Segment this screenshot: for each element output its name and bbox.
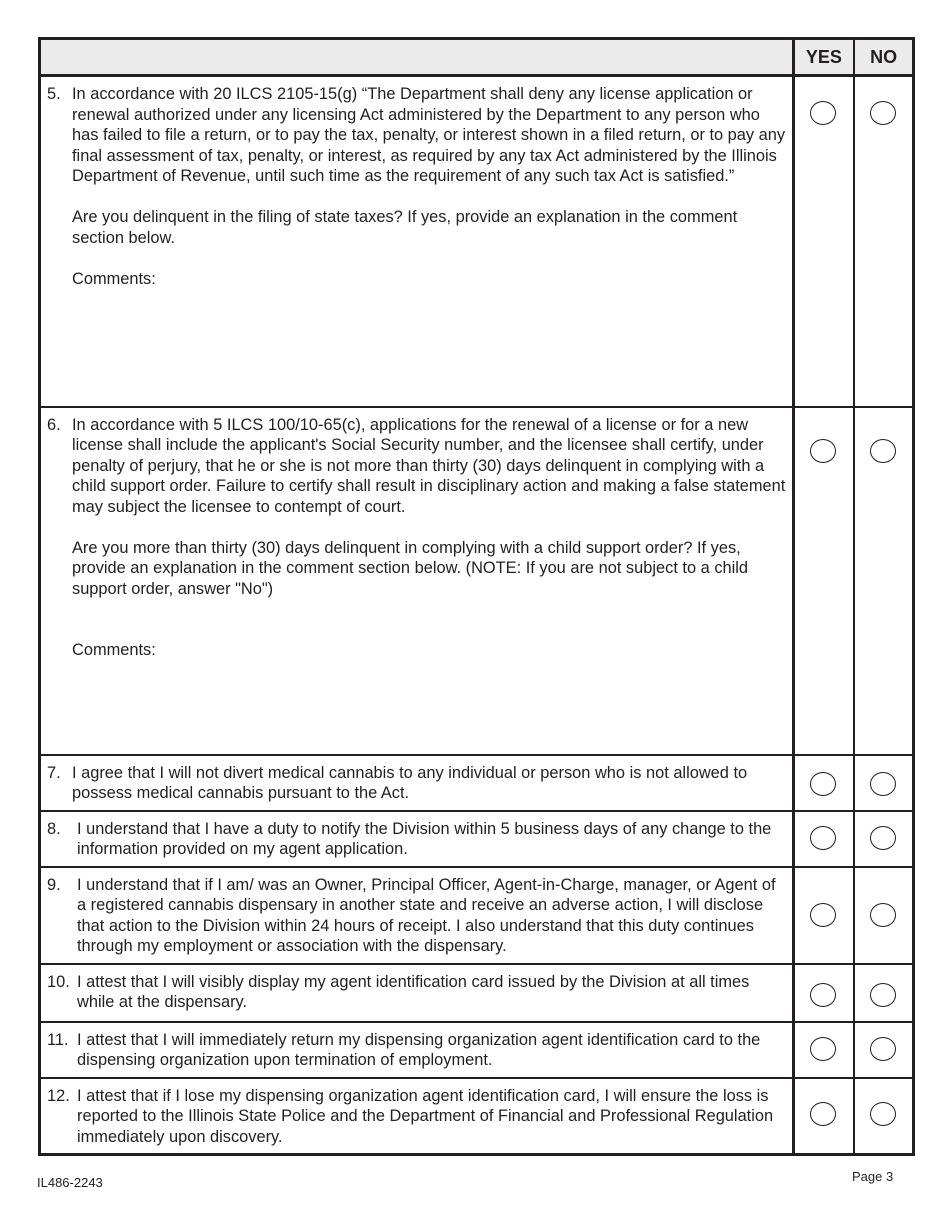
question-number: 7. (47, 763, 61, 782)
no-radio-11[interactable] (870, 1037, 896, 1061)
header-row (40, 39, 914, 76)
no-radio-10[interactable] (870, 983, 896, 1007)
comments-label: Comments: (72, 269, 156, 288)
no-radio-8[interactable] (870, 826, 896, 850)
no-radio-5[interactable] (870, 101, 896, 125)
yes-radio-12[interactable] (810, 1102, 836, 1126)
question-8-text: I understand that I have a duty to notify the Division within 5 business days of any change to the information provided on my agent application. (77, 819, 772, 858)
yes-radio-7[interactable] (810, 772, 836, 796)
no-radio-7[interactable] (870, 772, 896, 796)
question-number: 11. (47, 1030, 69, 1049)
question-6-prompt: Are you more than thirty (30) days delinquent in complying with a child support order? If yes, provide an explanation in the comment section below. (NOTE: If you are not subject to a child support order, answer "No") (72, 538, 749, 598)
header-no: NO (854, 39, 913, 76)
question-number: 9. (47, 875, 61, 894)
no-radio-9[interactable] (870, 903, 896, 927)
page-number: Page 3 (852, 1169, 894, 1184)
yes-radio-10[interactable] (810, 983, 836, 1007)
yes-radio-6[interactable] (810, 439, 836, 463)
header-yes: YES (793, 39, 854, 76)
question-6-statute: In accordance with 5 ILCS 100/10-65(c), applications for the renewal of a license or for a new license shall include the applicant's Social Security number, and the licensee shall certify, under penalty of perjury, that he or she is not more than thirty (30) days delinquent in complying with a child support order. Failure to certify shall result in disciplinary action and making a false statement may subject the licensee to contempt of court. (72, 415, 786, 516)
yes-radio-9[interactable] (810, 903, 836, 927)
question-11-text: I attest that I will immediately return my dispensing organization agent identification card to the dispensing organization upon termination of employment. (77, 1030, 761, 1069)
question-number: 12. (47, 1086, 70, 1105)
question-5-prompt: Are you delinquent in the filing of state taxes? If yes, provide an explanation in the comment section below. (72, 208, 738, 247)
question-row-10 (40, 964, 914, 1022)
question-row-6 (40, 407, 914, 755)
question-5-statute: In accordance with 20 ILCS 2105-15(g) “The Department shall deny any license application or renewal authorized under any licensing Act administered by the Department to any person who has failed to file a return, or to pay the tax, penalty, or interest shown in a filed return, or to pay any final assessment of tax, penalty, or interest, as required by any tax Act administered by the Illinois Department of Revenue, until such time as the requirement of any such tax Act is satisfied.” (72, 85, 786, 185)
question-row-5 (40, 76, 914, 407)
question-row-12 (40, 1078, 914, 1155)
question-row-11 (40, 1022, 914, 1078)
question-number: 6. (47, 415, 61, 434)
question-row-9 (40, 867, 914, 964)
question-7-text: I agree that I will not divert medical cannabis to any individual or person who is not allowed to possess medical cannabis pursuant to the Act. (72, 763, 748, 802)
question-number: 8. (47, 819, 61, 838)
comments-label: Comments: (72, 641, 156, 659)
no-radio-12[interactable] (870, 1102, 896, 1126)
question-12-text: I attest that if I lose my dispensing organization agent identification card, I will ensure the loss is reported to the Illinois State Police and the Department of Financial and Professional Regulation immediately upon discovery. (77, 1086, 774, 1146)
no-radio-6[interactable] (870, 439, 896, 463)
question-number: 5. (47, 85, 61, 103)
form-id: IL486-2243 (37, 1175, 103, 1190)
question-row-8 (40, 811, 914, 867)
question-9-text: I understand that if I am/ was an Owner, Principal Officer, Agent-in-Charge, manager, or Agent of a registered cannabis dispensary in another state and receive an adverse action, I will disclose that action to the Division within 24 hours of receipt. I also understand that this duty continues through my employment or association with the dispensary. (77, 875, 776, 955)
questionnaire-table (38, 37, 915, 1156)
question-row-7 (40, 755, 914, 811)
question-10-text: I attest that I will visibly display my agent identification card issued by the Division at all times while at the dispensary. (77, 972, 750, 1011)
yes-radio-8[interactable] (810, 826, 836, 850)
header-question-cell (40, 39, 794, 76)
question-number: 10. (47, 972, 70, 991)
yes-radio-5[interactable] (810, 101, 836, 125)
yes-radio-11[interactable] (810, 1037, 836, 1061)
